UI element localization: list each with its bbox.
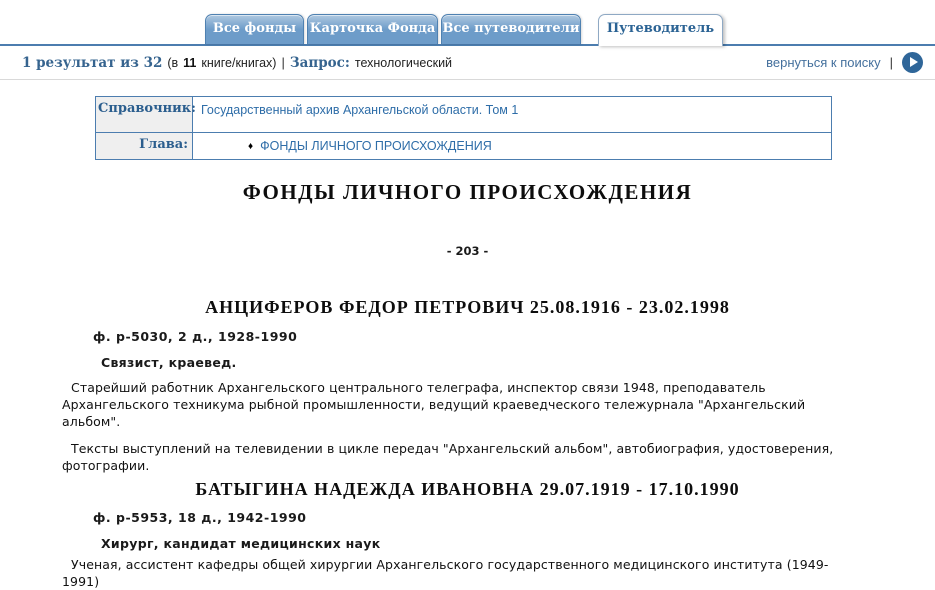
reference-value-cell: [193, 97, 832, 133]
tab-bar: [0, 0, 935, 46]
guide-document: [0, 180, 935, 590]
summary-divider: |: [281, 54, 285, 70]
results-summary: [22, 55, 452, 71]
tab-all-funds[interactable]: Все фонды: [205, 14, 304, 44]
diamond-bullet-icon: ♦: [248, 141, 254, 152]
table-row: [96, 97, 832, 133]
books-suffix: книге/книгах): [201, 55, 277, 70]
entry-paragraph: Старейший работник Архангельского центрального телеграфа, инспектор связи 1948, преподаватель Архангельского техникума рыбной промышленности, ведущий краеведческого тележурнала "Архангельский альбом".: [62, 380, 806, 429]
reference-book-link[interactable]: Государственный архив Архангельской области. Том 1: [201, 103, 519, 117]
tab-all-guides[interactable]: Все путеводители: [441, 14, 581, 44]
next-result-play-circle-icon[interactable]: [902, 52, 923, 73]
chapter-title: ФОНДЫ ЛИЧНОГО ПРОИСХОЖДЕНИЯ: [242, 180, 693, 204]
entry-paragraph: Тексты выступлений на телевидении в цикле передач "Архангельский альбом", автобиография, удостоверения, фотографии.: [62, 441, 834, 473]
books-count: 11: [183, 55, 197, 70]
chapter-label: Глава:: [96, 133, 193, 160]
chapter-link[interactable]: ФОНДЫ ЛИЧНОГО ПРОИСХОЖДЕНИЯ: [260, 139, 492, 153]
tabbar-underline: [0, 44, 935, 46]
results-header: [0, 46, 935, 80]
fond-reference: ф. р-5953, 18 д., 1942-1990: [93, 510, 307, 525]
person-role: Хирург, кандидат медицинских наук: [101, 536, 381, 551]
results-count: 1 результат из 32: [22, 54, 163, 71]
results-nav: [766, 52, 923, 73]
tab-guide[interactable]: Путеводитель: [598, 14, 723, 46]
books-prefix: (в: [167, 55, 179, 70]
fond-reference: ф. р-5030, 2 д., 1928-1990: [93, 329, 298, 344]
query-value: технологический: [354, 55, 453, 70]
entry-heading: БАТЫГИНА НАДЕЖДА ИВАНОВНА 29.07.1919 - 17.10.1990: [195, 479, 740, 499]
back-to-search-link[interactable]: вернуться к поиску: [766, 55, 881, 70]
reference-info-table: [95, 96, 832, 160]
reference-label: Справочник:: [96, 97, 193, 133]
entry-heading: АНЦИФЕРОВ ФЕДОР ПЕТРОВИЧ 25.08.1916 - 23.02.1998: [205, 297, 730, 317]
entry-paragraph: Ученая, ассистент кафедры общей хирургии Архангельского государственного медицинского института (1949-1991): [62, 557, 829, 589]
person-role: Связист, краевед.: [101, 355, 237, 370]
tab-fund-card[interactable]: Карточка Фонда: [307, 14, 438, 44]
table-row: [96, 133, 832, 160]
chapter-value-cell: [193, 133, 832, 160]
query-label: Запрос:: [289, 54, 350, 71]
nav-divider: |: [889, 55, 893, 70]
page-number: - 203 -: [446, 244, 489, 258]
